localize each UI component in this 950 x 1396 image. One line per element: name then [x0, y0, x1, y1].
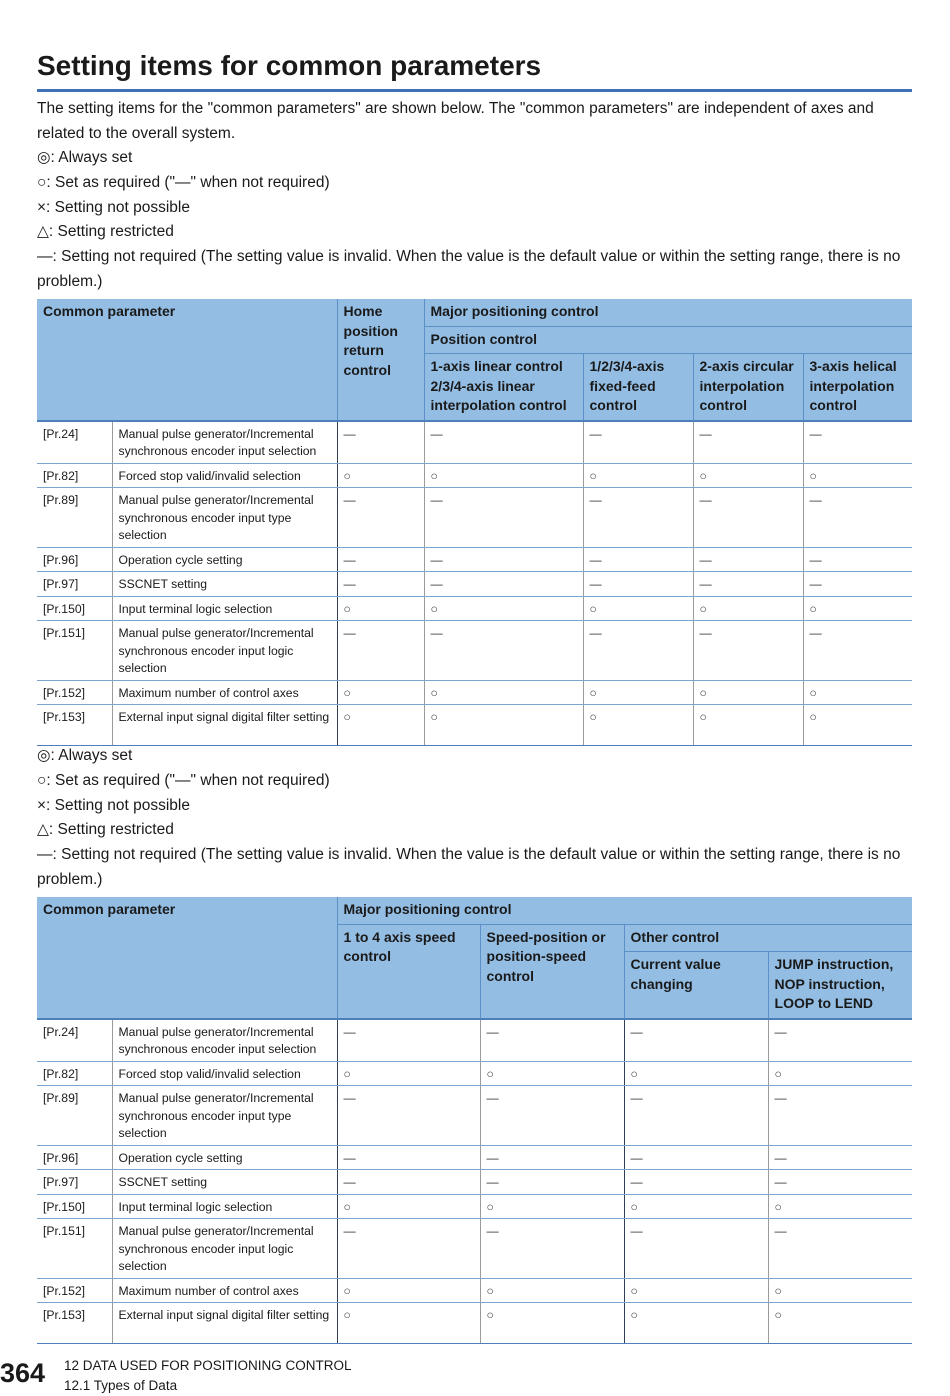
- parameter-name: Maximum number of control axes: [112, 680, 337, 705]
- parameter-id: [Pr.89]: [37, 1086, 112, 1146]
- setting-mark: ○: [624, 1194, 768, 1219]
- parameter-id: [Pr.153]: [37, 1303, 112, 1344]
- parameter-id: [Pr.151]: [37, 1219, 112, 1279]
- common-parameter-table-2: [37, 897, 912, 1344]
- table-row: [37, 572, 912, 597]
- setting-mark: ○: [480, 1061, 624, 1086]
- setting-mark: ○: [803, 596, 912, 621]
- setting-mark: —: [768, 1170, 912, 1195]
- setting-mark: —: [583, 421, 693, 464]
- parameter-id: [Pr.82]: [37, 463, 112, 488]
- setting-mark: —: [337, 1170, 480, 1195]
- setting-mark: ○: [583, 463, 693, 488]
- table-row: [37, 680, 912, 705]
- table-row: [37, 547, 912, 572]
- setting-mark: —: [583, 621, 693, 681]
- setting-mark: ○: [480, 1303, 624, 1344]
- header-home-position-return: Home position return control: [337, 299, 424, 421]
- header-fixed-feed: 1/2/3/4-axis fixed-feed control: [583, 354, 693, 421]
- parameter-id: [Pr.152]: [37, 680, 112, 705]
- parameter-id: [Pr.97]: [37, 572, 112, 597]
- parameter-id: [Pr.153]: [37, 705, 112, 746]
- setting-mark: —: [693, 421, 803, 464]
- setting-mark: —: [693, 488, 803, 548]
- parameter-name: SSCNET setting: [112, 572, 337, 597]
- setting-mark: —: [480, 1086, 624, 1146]
- header-major-positioning: Major positioning control: [337, 897, 912, 924]
- footer-chapter-title: 12 DATA USED FOR POSITIONING CONTROL: [64, 1358, 352, 1373]
- setting-mark: ○: [480, 1278, 624, 1303]
- header-major-positioning: Major positioning control: [424, 299, 912, 326]
- setting-mark: —: [424, 421, 583, 464]
- legend-not-possible: ×: Setting not possible: [37, 796, 190, 814]
- legend-always-set: ◎: Always set: [37, 747, 133, 764]
- parameter-name: Input terminal logic selection: [112, 1194, 337, 1219]
- footer-section-title: 12.1 Types of Data: [64, 1378, 178, 1393]
- parameter-id: [Pr.89]: [37, 488, 112, 548]
- setting-mark: ○: [424, 680, 583, 705]
- legend-set-as-required: ○: Set as required ("—" when not required): [37, 173, 330, 191]
- setting-mark: ○: [583, 596, 693, 621]
- parameter-name: Manual pulse generator/Incremental synchronous encoder input logic selection: [112, 621, 337, 681]
- setting-mark: —: [583, 488, 693, 548]
- setting-mark: —: [803, 421, 912, 464]
- table-row: [37, 621, 912, 681]
- footer-chapter: [64, 1356, 352, 1396]
- parameter-id: [Pr.96]: [37, 1145, 112, 1170]
- setting-mark: ○: [768, 1194, 912, 1219]
- table-row: [37, 1219, 912, 1279]
- setting-mark: —: [803, 547, 912, 572]
- setting-mark: ○: [337, 1278, 480, 1303]
- parameter-name: Maximum number of control axes: [112, 1278, 337, 1303]
- setting-mark: —: [803, 488, 912, 548]
- setting-mark: —: [768, 1219, 912, 1279]
- parameter-id: [Pr.96]: [37, 547, 112, 572]
- setting-mark: ○: [337, 596, 424, 621]
- setting-mark: ○: [337, 1194, 480, 1219]
- setting-mark: ○: [768, 1278, 912, 1303]
- common-parameter-table-1: [37, 299, 912, 746]
- parameter-id: [Pr.82]: [37, 1061, 112, 1086]
- page-title: Setting items for common parameters: [37, 50, 542, 81]
- setting-mark: —: [337, 1145, 480, 1170]
- setting-mark: ○: [424, 463, 583, 488]
- legend-set-as-required: ○: Set as required ("—" when not required): [37, 771, 330, 789]
- setting-mark: —: [424, 547, 583, 572]
- parameter-name: Manual pulse generator/Incremental synchronous encoder input type selection: [112, 1086, 337, 1146]
- setting-mark: —: [337, 547, 424, 572]
- setting-mark: ○: [424, 596, 583, 621]
- parameter-name: Input terminal logic selection: [112, 596, 337, 621]
- setting-mark: ○: [337, 463, 424, 488]
- setting-mark: —: [803, 621, 912, 681]
- setting-mark: ○: [480, 1194, 624, 1219]
- setting-mark: —: [337, 1219, 480, 1279]
- parameter-name: Manual pulse generator/Incremental synchronous encoder input selection: [112, 421, 337, 464]
- header-speed-control: 1 to 4 axis speed control: [337, 924, 480, 1019]
- table-row: [37, 421, 912, 464]
- legend-not-possible: ×: Setting not possible: [37, 198, 190, 216]
- setting-mark: —: [624, 1170, 768, 1195]
- setting-mark: —: [337, 621, 424, 681]
- setting-mark: ○: [583, 705, 693, 746]
- parameter-id: [Pr.151]: [37, 621, 112, 681]
- setting-mark: ○: [693, 705, 803, 746]
- parameter-name: External input signal digital filter setting: [112, 705, 337, 746]
- setting-mark: ○: [624, 1278, 768, 1303]
- table-row: [37, 1019, 912, 1062]
- header-position-control: Position control: [424, 326, 912, 354]
- setting-mark: —: [424, 488, 583, 548]
- header-common-parameter: Common parameter: [37, 299, 337, 421]
- setting-mark: ○: [768, 1303, 912, 1344]
- setting-mark: —: [337, 1086, 480, 1146]
- setting-mark: —: [480, 1145, 624, 1170]
- setting-mark: —: [424, 572, 583, 597]
- parameter-name: Operation cycle setting: [112, 1145, 337, 1170]
- table-row: [37, 1278, 912, 1303]
- setting-mark: ○: [337, 1061, 480, 1086]
- parameter-name: Manual pulse generator/Incremental synchronous encoder input selection: [112, 1019, 337, 1062]
- setting-mark: —: [337, 488, 424, 548]
- setting-mark: ○: [803, 705, 912, 746]
- setting-mark: —: [583, 547, 693, 572]
- setting-mark: ○: [803, 680, 912, 705]
- header-other-control: Other control: [624, 924, 912, 952]
- header-helical-interpolation: 3-axis helical interpolation control: [803, 354, 912, 421]
- parameter-id: [Pr.150]: [37, 596, 112, 621]
- setting-mark: ○: [337, 705, 424, 746]
- setting-mark: —: [768, 1086, 912, 1146]
- setting-mark: ○: [583, 680, 693, 705]
- legend-2: [37, 744, 915, 893]
- parameter-name: Forced stop valid/invalid selection: [112, 1061, 337, 1086]
- parameter-name: Manual pulse generator/Incremental synchronous encoder input type selection: [112, 488, 337, 548]
- setting-mark: ○: [693, 596, 803, 621]
- setting-mark: —: [480, 1219, 624, 1279]
- table-row: [37, 1194, 912, 1219]
- setting-mark: —: [424, 621, 583, 681]
- parameter-id: [Pr.97]: [37, 1170, 112, 1195]
- parameter-id: [Pr.24]: [37, 421, 112, 464]
- legend-restricted: △: Setting restricted: [37, 821, 174, 839]
- setting-mark: ○: [624, 1303, 768, 1344]
- setting-mark: —: [583, 572, 693, 597]
- parameter-name: SSCNET setting: [112, 1170, 337, 1195]
- table-row: [37, 1061, 912, 1086]
- header-jump-nop-loop: JUMP instruction, NOP instruction, LOOP to LEND: [768, 952, 912, 1019]
- legend-restricted: △: Setting restricted: [37, 223, 174, 241]
- header-circular-interpolation: 2-axis circular interpolation control: [693, 354, 803, 421]
- setting-mark: —: [337, 1019, 480, 1062]
- setting-mark: ○: [693, 680, 803, 705]
- table-body: [37, 1019, 912, 1344]
- parameter-name: External input signal digital filter setting: [112, 1303, 337, 1344]
- parameter-id: [Pr.152]: [37, 1278, 112, 1303]
- table-row: [37, 463, 912, 488]
- parameter-name: Manual pulse generator/Incremental synchronous encoder input logic selection: [112, 1219, 337, 1279]
- table-row: [37, 1086, 912, 1146]
- setting-mark: ○: [768, 1061, 912, 1086]
- table-body: [37, 421, 912, 746]
- setting-mark: ○: [337, 1303, 480, 1344]
- intro-text: The setting items for the "common parameters" are shown below. The "common parameters" are independent of axes and related to the overall system.: [37, 100, 874, 142]
- parameter-name: Forced stop valid/invalid selection: [112, 463, 337, 488]
- table-row: [37, 596, 912, 621]
- setting-mark: ○: [693, 463, 803, 488]
- setting-mark: ○: [424, 705, 583, 746]
- table-row: [37, 1145, 912, 1170]
- header-linear-interpolation: 1-axis linear control 2/3/4-axis linear interpolation control: [424, 354, 583, 421]
- setting-mark: ○: [803, 463, 912, 488]
- setting-mark: —: [803, 572, 912, 597]
- setting-mark: —: [693, 572, 803, 597]
- setting-mark: —: [624, 1145, 768, 1170]
- parameter-id: [Pr.24]: [37, 1019, 112, 1062]
- setting-mark: ○: [624, 1061, 768, 1086]
- setting-mark: —: [337, 421, 424, 464]
- setting-mark: —: [624, 1219, 768, 1279]
- legend-always-set: ◎: Always set: [37, 149, 133, 166]
- setting-mark: —: [624, 1019, 768, 1062]
- legend-not-required: —: Setting not required (The setting value is invalid. When the value is the default value or within the setting range, there is no problem.): [37, 846, 901, 888]
- setting-mark: —: [693, 547, 803, 572]
- table-row: [37, 488, 912, 548]
- setting-mark: —: [768, 1019, 912, 1062]
- parameter-id: [Pr.150]: [37, 1194, 112, 1219]
- table-row: [37, 1303, 912, 1344]
- setting-mark: —: [768, 1145, 912, 1170]
- legend-1: [37, 146, 915, 295]
- header-current-value-changing: Current value changing: [624, 952, 768, 1019]
- setting-mark: —: [624, 1086, 768, 1146]
- setting-mark: —: [480, 1170, 624, 1195]
- setting-mark: —: [480, 1019, 624, 1062]
- title-underline: [37, 89, 912, 92]
- page-number: 364: [0, 1358, 46, 1388]
- setting-mark: —: [693, 621, 803, 681]
- parameter-name: Operation cycle setting: [112, 547, 337, 572]
- setting-mark: —: [337, 572, 424, 597]
- table-row: [37, 1170, 912, 1195]
- table-row: [37, 705, 912, 746]
- setting-mark: ○: [337, 680, 424, 705]
- header-speed-position-control: Speed-position or position-speed control: [480, 924, 624, 1019]
- legend-not-required: —: Setting not required (The setting value is invalid. When the value is the default value or within the setting range, there is no problem.): [37, 248, 901, 290]
- header-common-parameter: Common parameter: [37, 897, 337, 1019]
